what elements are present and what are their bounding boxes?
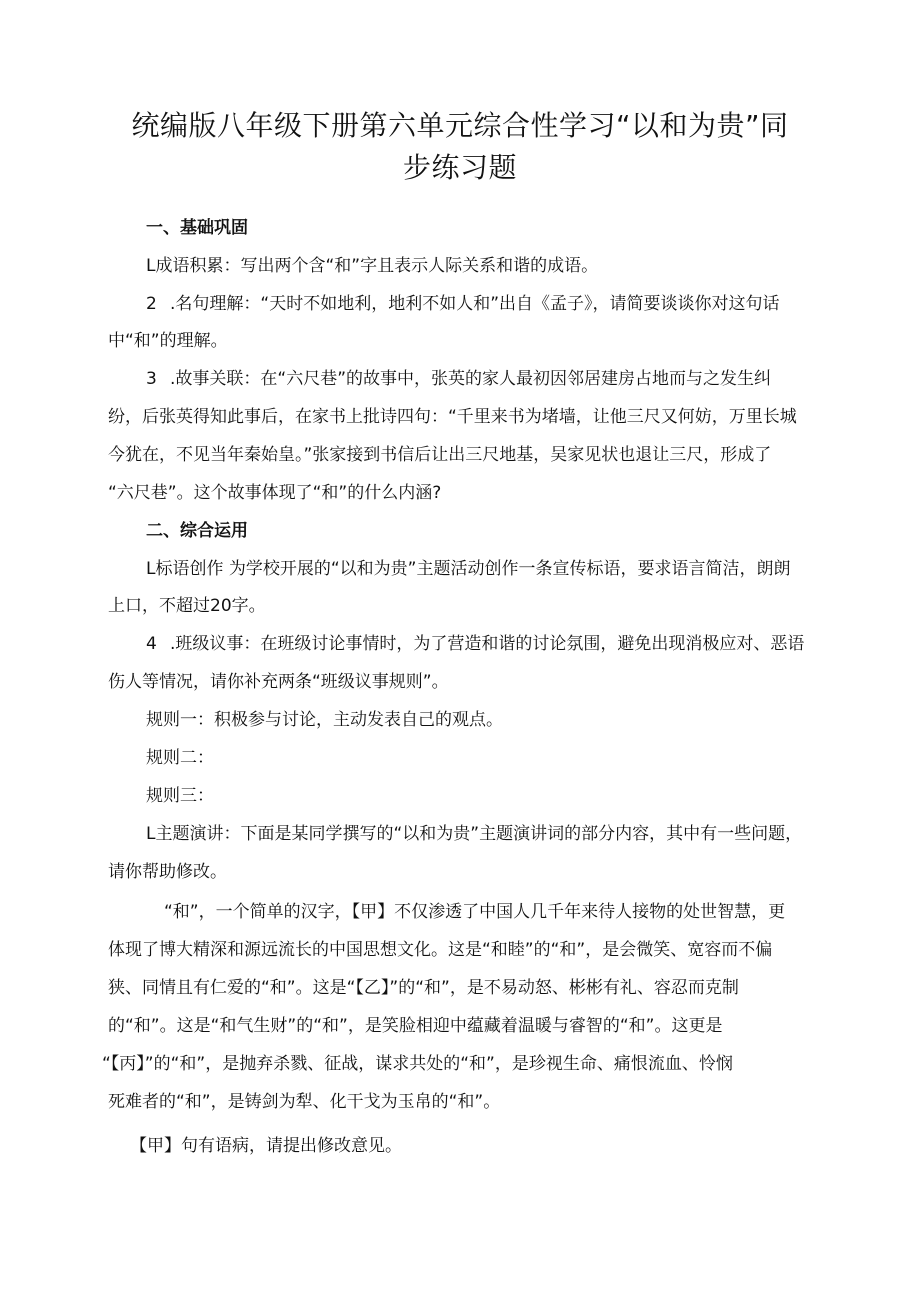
- question-text: .名句理解：“天时不如地利，地利不如人和”出自《孟子》，请简要谈谈你对这句话: [170, 294, 780, 314]
- question-number: 2: [146, 294, 157, 314]
- question-quote-line-2: 中“和”的理解。: [108, 331, 228, 351]
- question-idiom: L成语积累：写出两个含“和”字且表示人际关系和谐的成语。: [146, 256, 599, 276]
- question-speech-line-2: 请你帮助修改。: [108, 862, 227, 882]
- question-speech-line-1: L主题演讲：下面是某同学撰写的“以和为贵”主题演讲词的部分内容，其中有一些问题，: [146, 824, 803, 844]
- rule-two: 规则二：: [146, 748, 214, 768]
- rule-three: 规则三：: [146, 786, 214, 806]
- passage-line-6: 死难者的“和”，是铸剑为犁、化干戈为玉帛的“和”。: [108, 1092, 501, 1112]
- question-class-rules-line-2: 伤人等情况，请你补充两条“班级议事规则”。: [108, 672, 449, 692]
- document-title-line-1: 统编版八年级下册第六单元综合性学习“以和为贵”同: [131, 109, 789, 142]
- question-number: 4: [146, 634, 157, 654]
- question-number: 3: [146, 369, 157, 389]
- section-heading-basic: 一、基础巩固: [146, 218, 248, 238]
- question-class-rules-line-1: [146, 632, 804, 656]
- question-story-line-2: 纷，后张英得知此事后，在家书上批诗四句：“千里来书为堵墙，让他三尺又何妨，万里长城: [108, 407, 797, 427]
- passage-line-1: “和”，一个简单的汉字，【甲】不仅渗透了中国人几千年来待人接物的处世智慧，更: [164, 902, 786, 922]
- question-quote-line-1: [146, 292, 780, 316]
- question-text: .班级议事：在班级讨论事情时，为了营造和谐的讨论氛围，避免出现消极应对、恶语: [170, 634, 805, 654]
- question-jia: 【甲】句有语病，请提出修改意见。: [130, 1136, 402, 1156]
- question-story-line-3: 今犹在，不见当年秦始皇。”张家接到书信后让出三尺地基，吴家见状也退让三尺，形成了: [108, 445, 772, 465]
- passage-line-3: 狭、同情且有仁爱的“和”。这是“【乙】”的“和”，是不易动怒、彬彬有礼、容忍而克制: [108, 978, 739, 998]
- passage-line-2: 体现了博大精深和源远流长的中国思想文化。这是“和睦”的“和”，是会微笑、宽容而不偏: [108, 940, 773, 960]
- question-story-line-4: “六尺巷”。这个故事体现了“和”的什么内涵?: [108, 483, 442, 503]
- question-slogan-line-2: 上口，不超过20字。: [108, 596, 266, 616]
- section-heading-application: 二、综合运用: [146, 521, 248, 541]
- question-slogan-line-1: L标语创作 为学校开展的“以和为贵”主题活动创作一条宣传标语，要求语言简洁，朗朗: [146, 559, 791, 579]
- question-story-line-1: [146, 367, 771, 391]
- rule-one: 规则一：积极参与讨论，主动发表自己的观点。: [146, 710, 503, 730]
- question-text: .故事关联：在“六尺巷”的故事中，张英的家人最初因邻居建房占地而与之发生纠: [170, 369, 772, 389]
- document-title-line-2: 步练习题: [402, 151, 517, 184]
- passage-line-4: 的“和”。这是“和气生财”的“和”，是笑脸相迎中蕴藏着温暖与睿智的“和”。这更是: [108, 1016, 723, 1036]
- passage-line-5: “【丙】”的“和”，是抛弃杀戮、征战，谋求共处的“和”，是珍视生命、痛恨流血、怜悯: [102, 1054, 733, 1074]
